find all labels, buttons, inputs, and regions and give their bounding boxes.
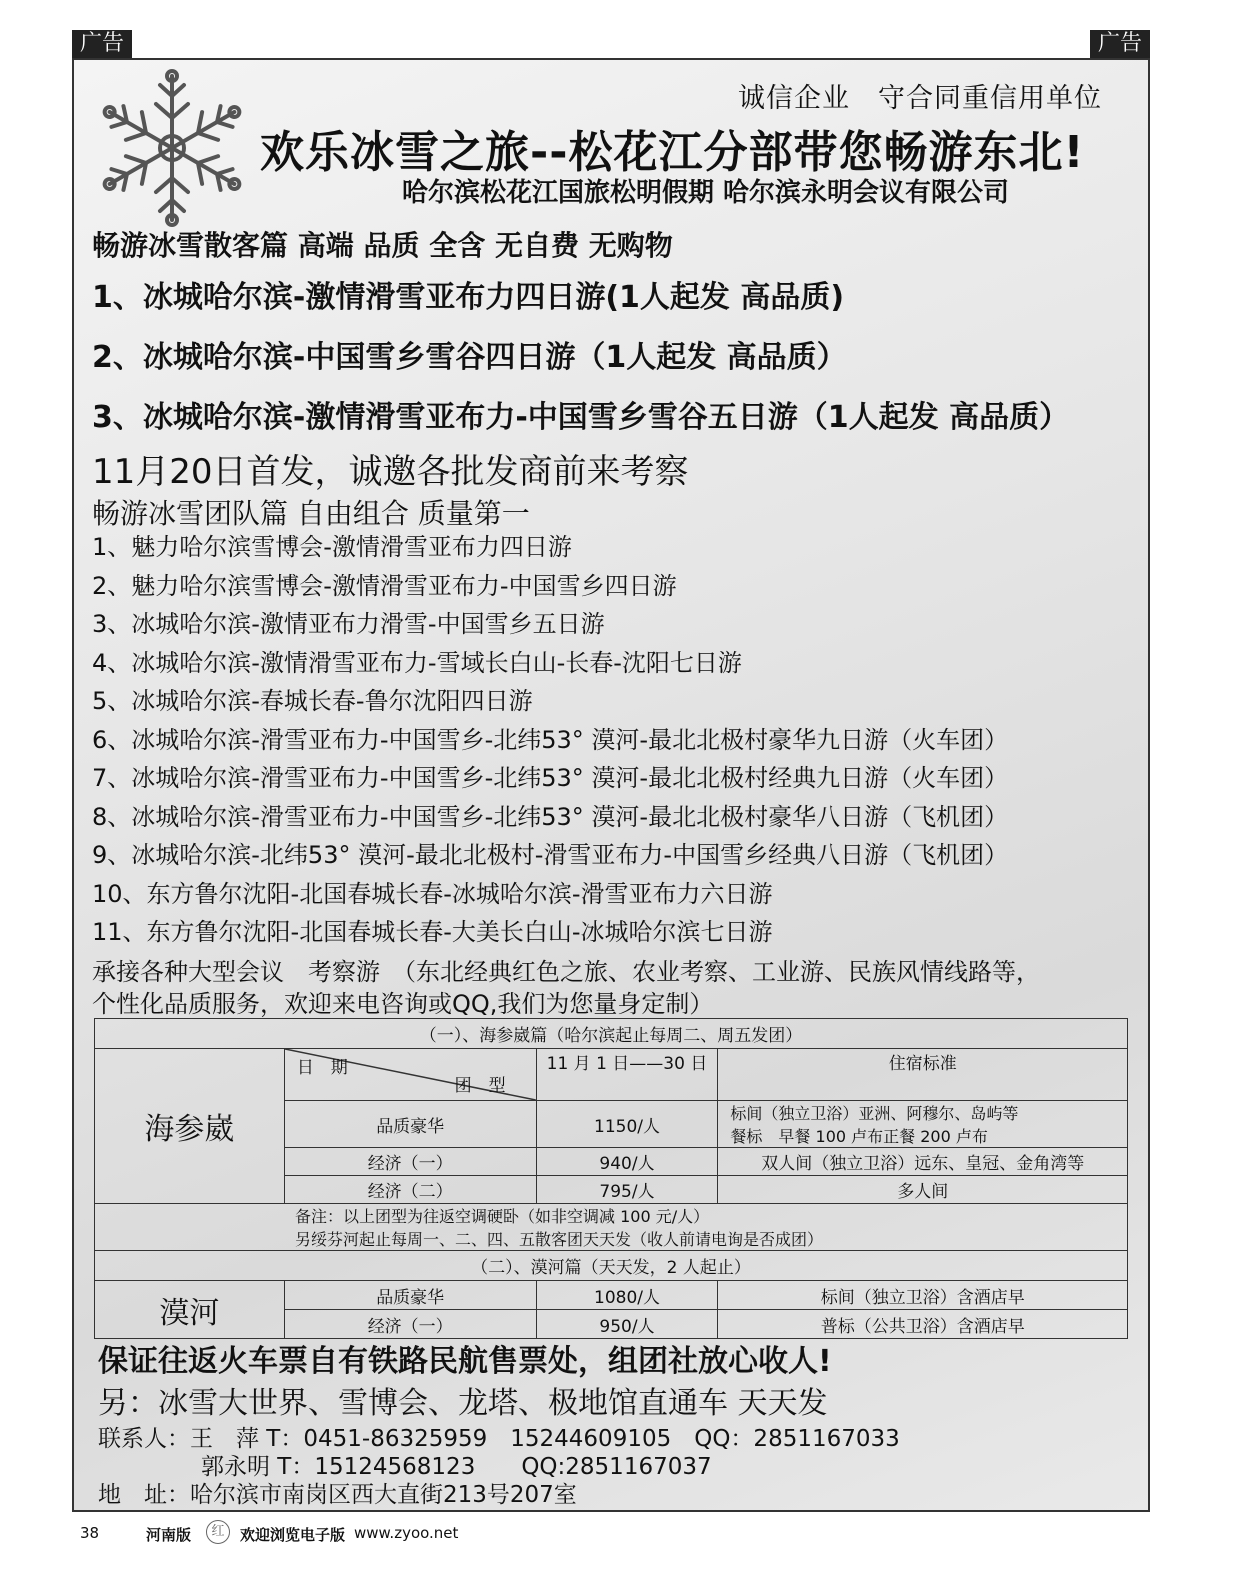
section-title: （二）、漠河篇（天天发，2 人起止） [95, 1251, 1128, 1281]
welcome-text: 欢迎浏览电子版 [240, 1526, 346, 1544]
first-departure: 11月20日首发，诚邀各批发商前来考察 [92, 452, 689, 492]
lodging-cell: 双人间（独立卫浴）远东、皇冠、金角湾等 [718, 1148, 1128, 1176]
header-type: 团 型 [454, 1076, 506, 1096]
meeting-note: 个性化品质服务，欢迎来电咨询或QQ,我们为您量身定制） [92, 990, 714, 1018]
type-cell: 经济（一） [284, 1310, 536, 1339]
lodging-cell [718, 1101, 1128, 1148]
logo-icon: 红 [206, 1520, 230, 1544]
edition-label: 河南版 [146, 1526, 192, 1544]
contact-line: 联系人：王 萍 T：0451-86325959 15244609105 QQ：2851167033 [98, 1426, 900, 1452]
ad-tag-left: 广告 [72, 30, 132, 58]
route-list [92, 528, 1008, 952]
list-item: 1、魅力哈尔滨雪博会-激情滑雪亚布力四日游 [92, 533, 572, 561]
ad-frame [72, 58, 1150, 1512]
header-date: 日 期 [296, 1058, 348, 1078]
premium-item: 1、冰城哈尔滨-激情滑雪亚布力四日游(1人起发 高品质) [92, 280, 845, 315]
table-note [95, 1204, 1128, 1251]
destination-cell: 漠河 [95, 1281, 285, 1339]
website-link[interactable]: www.zyoo.net [354, 1524, 459, 1542]
type-cell: 品质豪华 [284, 1281, 536, 1310]
note-line: 另绥芬河起止每周一、二、四、五散客团天天发（收人前请电询是否成团） [295, 1230, 824, 1249]
header-lodging: 住宿标准 [718, 1049, 1128, 1101]
ad-title: 欢乐冰雪之旅--松花江分部带您畅游东北! [260, 127, 1085, 178]
section-title: （一）、海参崴篇（哈尔滨起止每周二、周五发团） [95, 1019, 1128, 1049]
type-cell: 经济（二） [284, 1176, 536, 1204]
list-item: 7、冰城哈尔滨-滑雪亚布力-中国雪乡-北纬53° 漠河-最北北极村经典九日游（火车团） [92, 764, 1009, 792]
list-item: 10、东方鲁尔沈阳-北国春城长春-冰城哈尔滨-滑雪亚布力六日游 [92, 879, 773, 908]
team-heading: 畅游冰雪团队篇 自由组合 质量第一 [92, 497, 530, 530]
lodging-cell: 多人间 [718, 1176, 1128, 1204]
credit-line: 诚信企业 守合同重信用单位 [738, 83, 1102, 114]
lodging-cell: 标间（独立卫浴）含酒店早 [718, 1281, 1128, 1310]
ad-tag-right: 广告 [1090, 30, 1150, 58]
list-item: 9、冰城哈尔滨-北纬53° 漠河-最北北极村-滑雪亚布力-中国雪乡经典八日游（飞机团） [92, 841, 1009, 869]
type-cell: 品质豪华 [284, 1101, 536, 1148]
company-name: 哈尔滨松花江国旅松明假期 哈尔滨永明会议有限公司 [402, 178, 1010, 208]
price-cell: 1150/人 [536, 1101, 718, 1148]
price-cell: 795/人 [536, 1176, 718, 1204]
meal-text: 餐标 早餐 100 卢布正餐 200 卢布 [730, 1127, 988, 1146]
list-item: 8、冰城哈尔滨-滑雪亚布力-中国雪乡-北纬53° 漠河-最北北极村豪华八日游（飞机团） [92, 802, 1009, 831]
page-number: 38 [80, 1524, 100, 1542]
header-period: 11 月 1 日——30 日 [536, 1049, 718, 1101]
price-cell: 950/人 [536, 1310, 718, 1339]
list-item: 5、冰城哈尔滨-春城长春-鲁尔沈阳四日游 [92, 687, 533, 715]
meeting-note: 承接各种大型会议 考察游 （东北经典红色之旅、农业考察、工业游、民族风情线路等， [92, 958, 1040, 986]
guarantee-line: 保证往返火车票自有铁路民航售票处，组团社放心收人! [98, 1344, 832, 1379]
premium-item: 2、冰城哈尔滨-中国雪乡雪谷四日游（1人起发 高品质） [92, 340, 847, 375]
list-item: 6、冰城哈尔滨-滑雪亚布力-中国雪乡-北纬53° 漠河-最北北极村豪华九日游（火车团） [92, 725, 1009, 754]
price-table [94, 1018, 1128, 1339]
note-line: 备注：以上团型为往返空调硬卧（如非空调减 100 元/人） [295, 1207, 710, 1226]
list-item: 2、魅力哈尔滨雪博会-激情滑雪亚布力-中国雪乡四日游 [92, 571, 677, 600]
type-cell: 经济（一） [284, 1148, 536, 1176]
list-item: 11、东方鲁尔沈阳-北国春城长春-大美长白山-冰城哈尔滨七日游 [92, 918, 773, 946]
snowflake-icon [92, 68, 252, 228]
price-cell: 1080/人 [536, 1281, 718, 1310]
lodging-cell: 普标（公共卫浴）含酒店早 [718, 1310, 1128, 1339]
list-item: 3、冰城哈尔滨-激情亚布力滑雪-中国雪乡五日游 [92, 610, 605, 638]
header-diagonal-cell [284, 1049, 536, 1101]
shuttle-line: 另：冰雪大世界、雪博会、龙塔、极地馆直通车 天天发 [98, 1386, 828, 1421]
premium-heading: 畅游冰雪散客篇 高端 品质 全含 无自费 无购物 [92, 229, 673, 262]
lodging-text: 标间（独立卫浴）亚洲、阿穆尔、岛屿等 [730, 1104, 1019, 1123]
contact-line: 郭永明 T：15124568123 QQ:2851167037 [201, 1454, 712, 1480]
premium-item: 3、冰城哈尔滨-激情滑雪亚布力-中国雪乡雪谷五日游（1人起发 高品质） [92, 400, 1070, 435]
destination-cell: 海参崴 [95, 1049, 285, 1204]
price-cell: 940/人 [536, 1148, 718, 1176]
list-item: 4、冰城哈尔滨-激情滑雪亚布力-雪域长白山-长春-沈阳七日游 [92, 648, 742, 677]
address-line: 地 址：哈尔滨市南岗区西大直街213号207室 [98, 1482, 577, 1508]
